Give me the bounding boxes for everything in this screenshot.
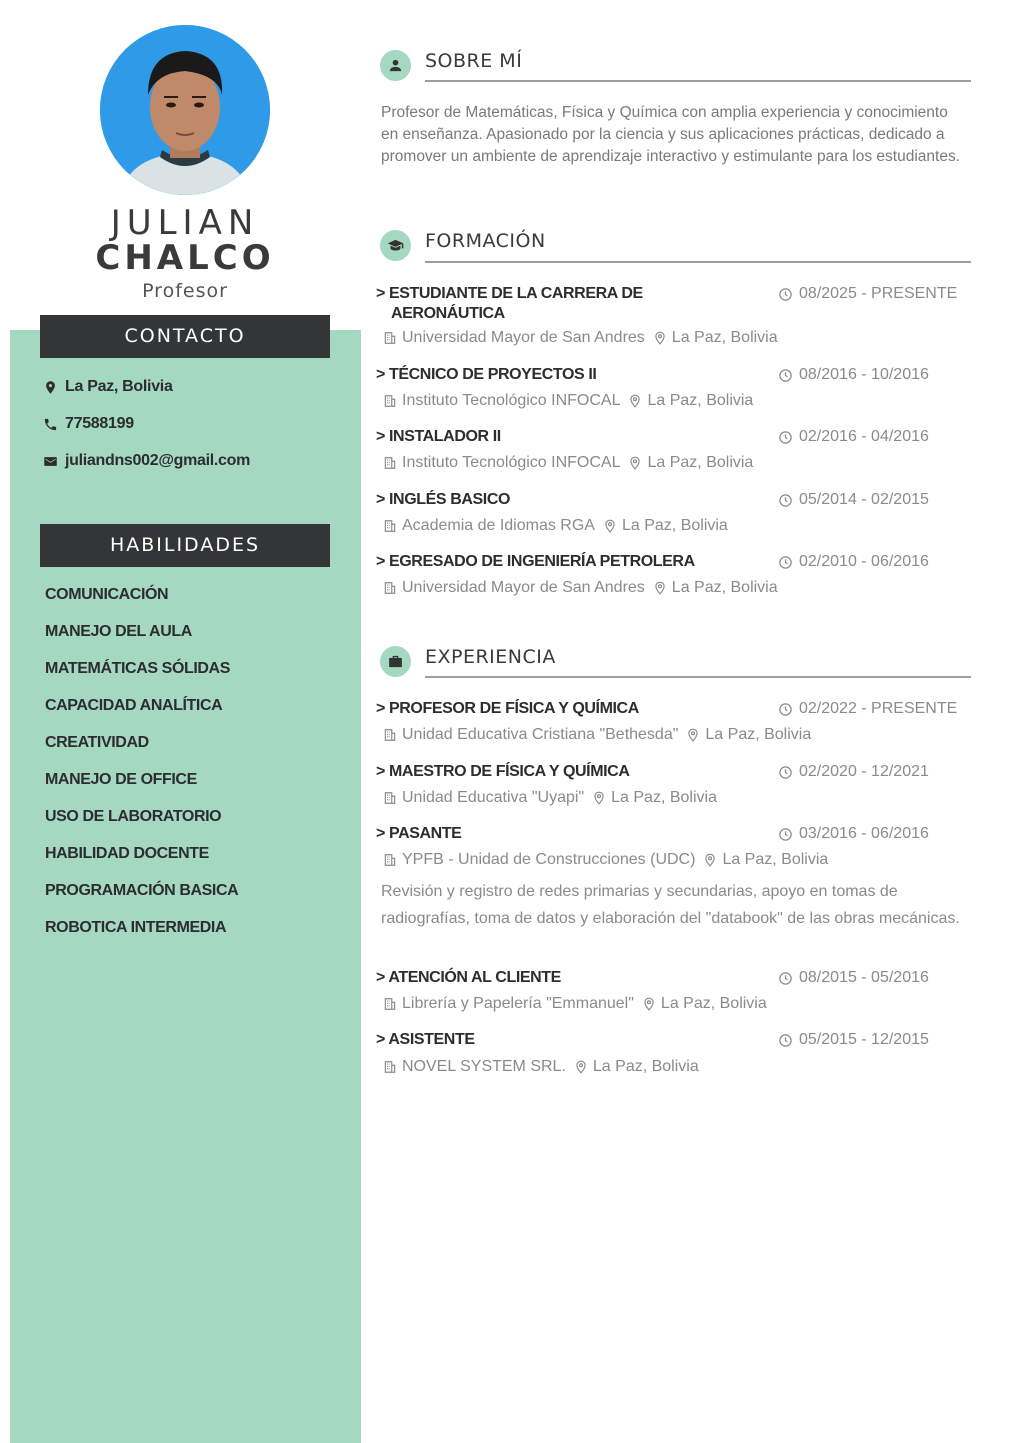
map-pin-icon <box>703 853 717 867</box>
clock-icon <box>778 702 793 717</box>
entry-title-text: > PROFESOR DE FÍSICA Y QUÍMICA <box>376 700 639 717</box>
skill-item: MANEJO DE OFFICE <box>45 771 197 788</box>
user-icon <box>380 50 411 81</box>
entry-place: La Paz, Bolivia <box>671 579 778 596</box>
entry-date-text: 08/2015 - 05/2016 <box>799 969 929 986</box>
building-icon <box>383 1060 397 1074</box>
clock-icon <box>778 430 793 445</box>
entry-date <box>778 1030 929 1050</box>
phone-icon <box>42 416 58 432</box>
entry-date-text: 08/2025 - PRESENTE <box>799 285 958 302</box>
map-pin-icon <box>686 728 700 742</box>
clock-icon <box>778 1033 793 1048</box>
entry-date <box>778 284 957 304</box>
entry-org: Universidad Mayor de San Andres <box>402 579 645 596</box>
entry-place: La Paz, Bolivia <box>647 454 754 471</box>
entry-title-text-2: AERONÁUTICA <box>391 305 505 322</box>
entry-title <box>376 552 695 572</box>
skill-item: MANEJO DEL AULA <box>45 623 192 640</box>
contact-location <box>42 376 173 398</box>
building-icon <box>383 853 397 867</box>
building-icon <box>383 519 397 533</box>
entry-title <box>376 284 643 324</box>
entry-title-text: > ATENCIÓN AL CLIENTE <box>376 969 561 986</box>
clock-icon <box>778 555 793 570</box>
entry-title-text: > ESTUDIANTE DE LA CARRERA DE <box>376 285 643 302</box>
entry-place: La Paz, Bolivia <box>611 789 717 806</box>
entry-place: La Paz, Bolivia <box>722 851 829 868</box>
education-title: FORMACIÓN <box>425 230 546 252</box>
entry-title <box>376 968 561 988</box>
entry-date-text: 03/2016 - 06/2016 <box>799 825 929 842</box>
entry-place: La Paz, Bolivia <box>705 726 812 743</box>
experience-title: EXPERIENCIA <box>425 646 556 668</box>
entry-date <box>778 365 929 385</box>
entry-org: Instituto Tecnológico INFOCAL <box>402 454 621 471</box>
entry-org-location <box>383 994 767 1014</box>
entry-title <box>376 824 461 844</box>
about-title: SOBRE MÍ <box>425 50 523 72</box>
entry-place: La Paz, Bolivia <box>592 1058 699 1075</box>
entry-date <box>778 490 929 510</box>
entry-title <box>376 762 629 782</box>
contact-phone-text[interactable]: 77588199 <box>65 415 134 432</box>
entry-org: Librería y Papelería "Emmanuel" <box>402 995 634 1012</box>
entry-date <box>778 699 957 719</box>
entry-date-text: 05/2014 - 02/2015 <box>799 491 929 508</box>
experience-description: Revisión y registro de redes primarias y secundarias, apoyo en tomas de radiografías, toma de datos y elaboración del "databook" de las obras mecánicas. <box>381 883 960 927</box>
envelope-icon <box>42 453 58 469</box>
building-icon <box>383 997 397 1011</box>
clock-icon <box>778 368 793 383</box>
entry-org: YPFB - Unidad de Construcciones (UDC) <box>402 851 696 868</box>
entry-org-location <box>383 1057 699 1077</box>
clock-icon <box>778 287 793 302</box>
entry-date <box>778 552 929 572</box>
skill-item: USO DE LABORATORIO <box>45 808 222 825</box>
entry-org: Academia de Idiomas RGA <box>402 517 595 534</box>
contact-phone <box>42 413 134 435</box>
entry-title <box>376 427 501 447</box>
entry-title-text: > MAESTRO DE FÍSICA Y QUÍMICA <box>376 763 630 780</box>
map-pin-icon <box>603 519 617 533</box>
entry-org: Instituto Tecnológico INFOCAL <box>402 392 621 409</box>
entry-org-location <box>383 850 828 870</box>
entry-title-text: > EGRESADO DE INGENIERÍA PETROLERA <box>376 553 695 570</box>
entry-date <box>778 762 929 782</box>
map-pin-icon <box>628 394 642 408</box>
entry-org-location <box>383 516 728 536</box>
contact-location-text: La Paz, Bolivia <box>65 378 173 395</box>
entry-org-location <box>383 453 753 473</box>
skills-header: HABILIDADES <box>40 524 330 567</box>
entry-date <box>778 824 929 844</box>
skill-item: HABILIDAD DOCENTE <box>45 845 209 862</box>
section-divider <box>425 676 971 678</box>
skill-item: ROBOTICA INTERMEDIA <box>45 919 227 936</box>
about-text: Profesor de Matemáticas, Física y Química con amplia experiencia y conocimiento en enseñanza. Apasionado por la ciencia y sus aplicaciones prácticas, dedicado a promover un ambiente de aprendizaje interactivo y estimulante para los estudiantes. <box>381 104 960 165</box>
entry-date-text: 02/2022 - PRESENTE <box>799 700 958 717</box>
entry-date-text: 02/2020 - 12/2021 <box>799 763 929 780</box>
clock-icon <box>778 827 793 842</box>
briefcase-icon <box>380 646 411 677</box>
entry-title <box>376 699 639 719</box>
building-icon <box>383 456 397 470</box>
contact-header: CONTACTO <box>40 315 330 358</box>
entry-title-text: > ASISTENTE <box>376 1031 475 1048</box>
entry-title <box>376 365 596 385</box>
entry-title-text: > TÉCNICO DE PROYECTOS II <box>376 366 597 383</box>
building-icon <box>383 331 397 345</box>
entry-title-text: > INGLÉS BASICO <box>376 491 511 508</box>
job-title: Profesor <box>142 280 228 302</box>
map-pin-icon <box>592 791 606 805</box>
skill-item: COMUNICACIÓN <box>45 586 169 603</box>
entry-date <box>778 968 929 988</box>
map-pin-icon <box>642 997 656 1011</box>
entry-org: Universidad Mayor de San Andres <box>402 329 645 346</box>
entry-org-location <box>383 328 778 348</box>
entry-date <box>778 427 929 447</box>
last-name: CHALCO <box>95 238 275 278</box>
map-pin-icon <box>628 456 642 470</box>
entry-org: NOVEL SYSTEM SRL. <box>402 1058 566 1075</box>
entry-date-text: 02/2016 - 04/2016 <box>799 428 929 445</box>
entry-place: La Paz, Bolivia <box>621 517 728 534</box>
skill-item: CREATIVIDAD <box>45 734 149 751</box>
skill-item: PROGRAMACIÓN BASICA <box>45 882 239 899</box>
section-divider <box>425 261 971 263</box>
entry-place: La Paz, Bolivia <box>660 995 767 1012</box>
entry-org-location <box>383 391 753 411</box>
entry-org-location <box>383 725 811 745</box>
entry-date-text: 08/2016 - 10/2016 <box>799 366 929 383</box>
map-pin-icon <box>42 379 58 395</box>
building-icon <box>383 394 397 408</box>
contact-email-text[interactable]: juliandns002@gmail.com <box>65 452 251 469</box>
entry-org-location <box>383 788 717 808</box>
clock-icon <box>778 765 793 780</box>
entry-org-location <box>383 578 778 598</box>
entry-org: Unidad Educativa "Uyapi" <box>402 789 585 806</box>
first-name: JULIAN <box>110 203 260 243</box>
clock-icon <box>778 971 793 986</box>
entry-place: La Paz, Bolivia <box>671 329 778 346</box>
entry-title <box>376 1030 475 1050</box>
section-divider <box>425 80 971 82</box>
map-pin-icon <box>574 1060 588 1074</box>
building-icon <box>383 791 397 805</box>
building-icon <box>383 581 397 595</box>
contact-email <box>42 450 250 472</box>
entry-date-text: 05/2015 - 12/2015 <box>799 1031 929 1048</box>
map-pin-icon <box>653 581 667 595</box>
building-icon <box>383 728 397 742</box>
entry-title-text: > PASANTE <box>376 825 462 842</box>
clock-icon <box>778 493 793 508</box>
profile-photo <box>100 25 270 195</box>
entry-place: La Paz, Bolivia <box>647 392 754 409</box>
entry-title-text: > INSTALADOR II <box>376 428 501 445</box>
skill-item: CAPACIDAD ANALÍTICA <box>45 697 223 714</box>
skill-item: MATEMÁTICAS SÓLIDAS <box>45 660 230 677</box>
entry-date-text: 02/2010 - 06/2016 <box>799 553 929 570</box>
entry-org: Unidad Educativa Cristiana "Bethesda" <box>402 726 679 743</box>
entry-title <box>376 490 510 510</box>
map-pin-icon <box>653 331 667 345</box>
graduation-cap-icon <box>380 230 411 261</box>
